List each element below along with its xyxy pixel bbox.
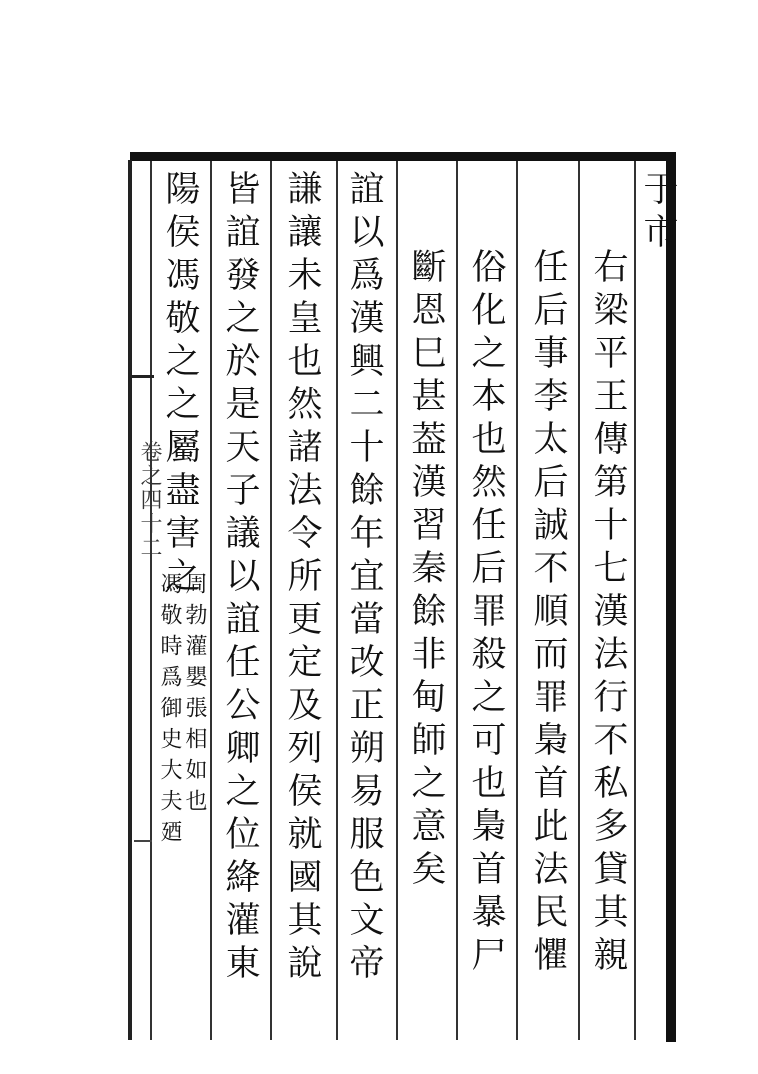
text-column: 斷恩巳甚葢漢習秦餘非甸師之意矣 bbox=[406, 248, 446, 893]
frame-top-border bbox=[130, 152, 676, 161]
column-rule bbox=[516, 161, 518, 1040]
annotation-line: 馮敬時爲御史大夫廼 bbox=[157, 572, 182, 851]
column-rule bbox=[578, 161, 580, 1040]
frame-left-border bbox=[128, 160, 132, 1040]
text-column: 陽侯馮敬之之屬盡害之 bbox=[160, 170, 200, 600]
text-column: 謙讓未皇也然諸法令所更定及列侯就國其說 bbox=[282, 170, 322, 987]
column-rule bbox=[150, 161, 152, 1040]
fish-tail-mark bbox=[132, 375, 154, 378]
fore-edge-label: 卷之四十二 bbox=[137, 440, 162, 560]
annotation-line: 周勃灌嬰張相如也 bbox=[182, 572, 207, 820]
header-fragment: 于市 bbox=[638, 170, 678, 256]
text-column: 皆誼發之於是天子議以誼任公卿之位絳灌東 bbox=[220, 170, 260, 987]
column-rule bbox=[634, 161, 636, 1040]
column-rule bbox=[336, 161, 338, 1040]
text-column: 誼以爲漢興二十餘年宜當改正朔易服色文帝 bbox=[344, 170, 384, 987]
column-rule bbox=[270, 161, 272, 1040]
text-column: 右梁平王傳第十七漢法行不私多貸其親 bbox=[588, 248, 628, 979]
frame-right-border bbox=[666, 152, 676, 1042]
column-rule bbox=[396, 161, 398, 1040]
text-column: 任后事李太后誠不順而罪梟首此法民懼 bbox=[528, 248, 568, 979]
fish-tail-mark bbox=[134, 840, 152, 842]
column-rule bbox=[210, 161, 212, 1040]
text-column: 俗化之本也然任后罪殺之可也梟首暴尸 bbox=[466, 248, 506, 979]
column-rule bbox=[456, 161, 458, 1040]
